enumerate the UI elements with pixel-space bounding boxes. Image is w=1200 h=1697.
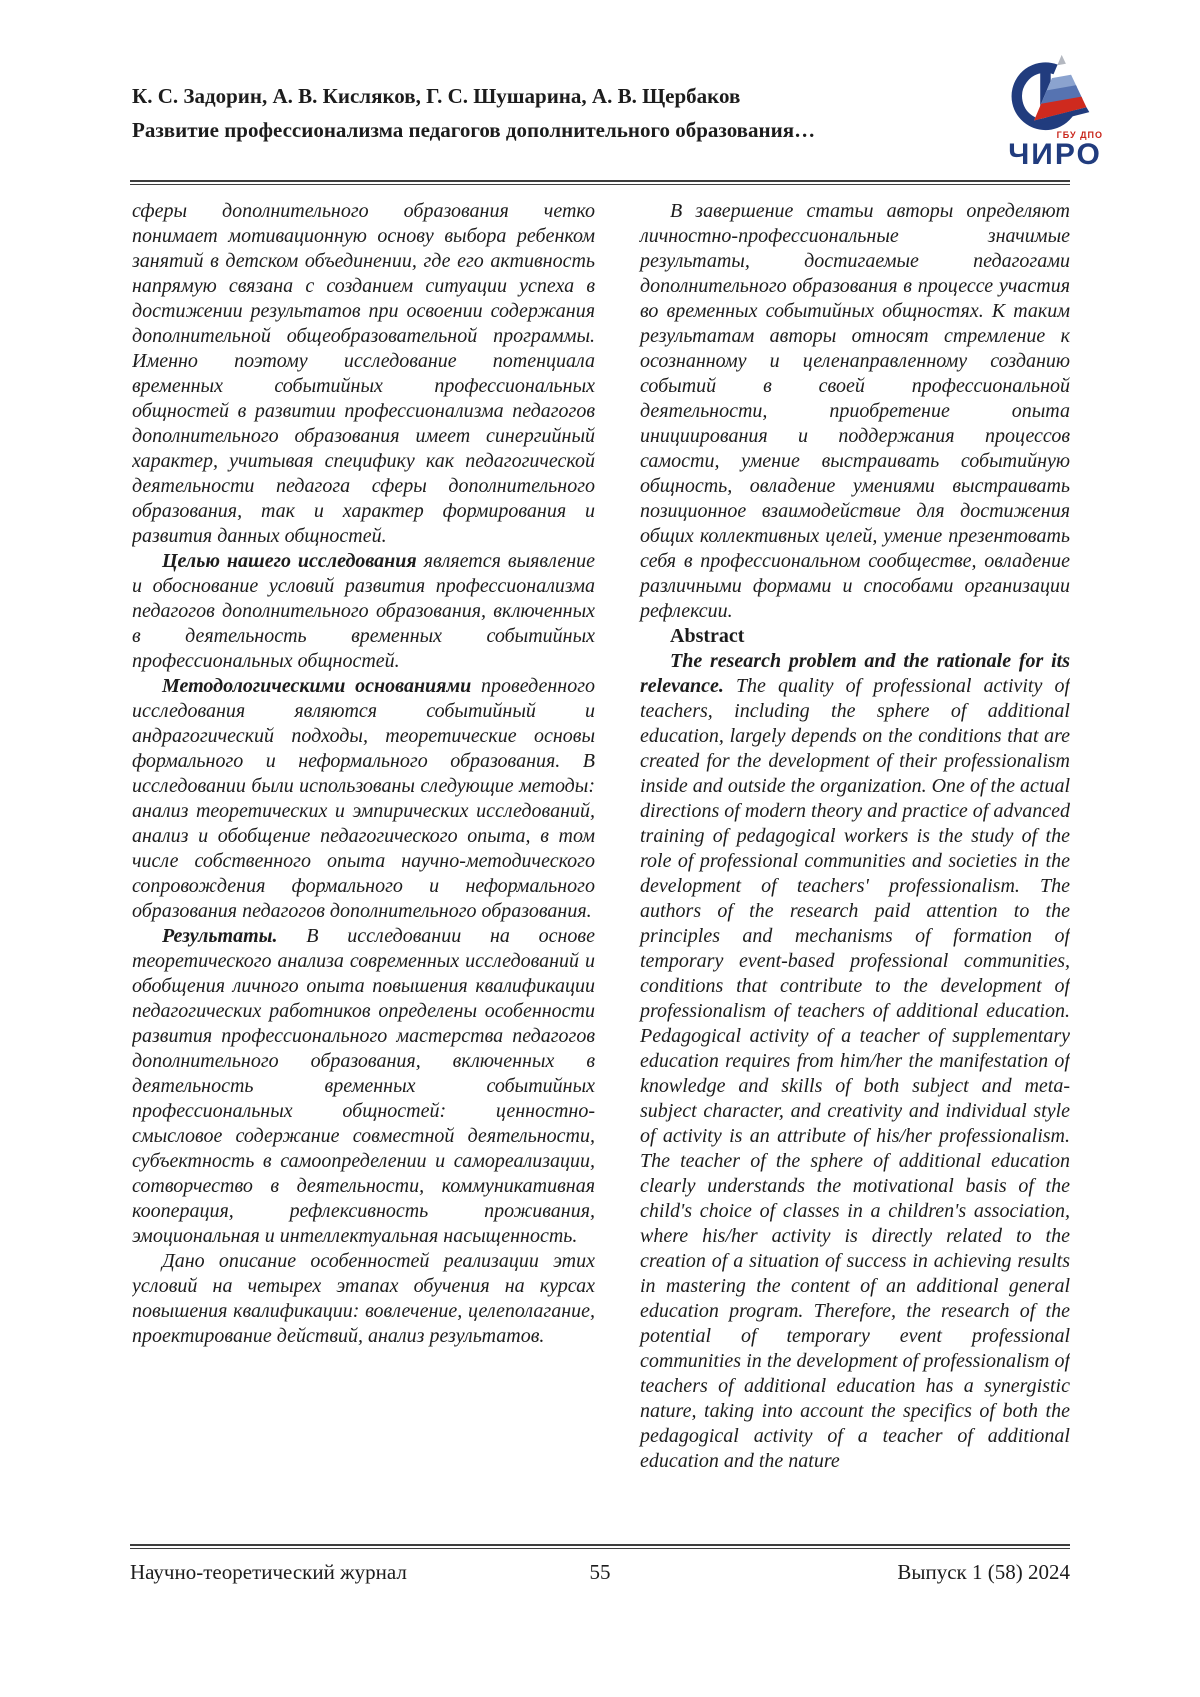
paragraph bbox=[132, 549, 595, 674]
chiro-logo-icon bbox=[1007, 52, 1103, 134]
footer-issue-label: Выпуск 1 (58) 2024 bbox=[897, 1560, 1070, 1584]
paragraph bbox=[640, 649, 1070, 1474]
text-segment: Abstract bbox=[670, 625, 745, 647]
text-segment: The research problem and the rationale for its relevance. bbox=[640, 650, 1070, 697]
text-segment: В завершение статьи авторы определяют личностно-профессиональные значимые результаты, достигаемые педагогами дополнительного образования в процессе участия во временных событийных общностях. К таким результатам авторы относят стремление к осознанному и целенаправленному созданию событий в своей профессиональной деятельности, приобретение опыта инициирования и поддержания процессов самости, умение выстраивать событийную общность, овладение умениями выстраивать позиционное взаимодействие для достижения общих коллективных целей, умение презентовать себя в профессиональном сообществе, овладение различными формами и способами организации рефлексии. bbox=[640, 200, 1070, 622]
chiro-logo bbox=[993, 52, 1117, 170]
paragraph bbox=[132, 674, 595, 924]
text-segment: проведенного исследования являются событийный и андрагогический подходы, теоретические основы формального и неформального образования. В исследовании были использованы следующие методы: анализ теоретических и эмпирических исследований, анализ и обобщение педагогического опыта, в том числе собственного опыта научно-методического сопровождения формального и неформального образования педагогов дополнительного образования. bbox=[132, 675, 595, 922]
logo-small-text: ГБУ ДПО bbox=[1056, 130, 1103, 140]
page-header bbox=[132, 84, 962, 142]
text-segment: Методологическими основаниями bbox=[162, 675, 472, 697]
text-segment: В исследовании на основе теоретического анализа современных исследований и обобщения личного опыта повышения квалификации педагогических работников определены особенности развития профессионального мастерства педагогов дополнительного образования, включенных в деятельность временных событийных профессиональных общностей: ценностно-смысловое содержание совместной деятельности, субъектность в самоопределении и самореализации, сотворчество в деятельности, коммуникативная кооперация, рефлексивность проживания, эмоциональная и интеллектуальная насыщенность. bbox=[132, 925, 595, 1247]
content-columns bbox=[132, 199, 1070, 1539]
running-title: Развитие профессионализма педагогов дополнительного образования… bbox=[132, 118, 816, 142]
left-column bbox=[132, 199, 595, 1539]
text-segment: Результаты. bbox=[162, 925, 278, 947]
footer-journal-label: Научно-теоретический журнал bbox=[130, 1560, 407, 1584]
paragraph bbox=[132, 924, 595, 1249]
page-footer bbox=[130, 1560, 1070, 1585]
header-divider bbox=[130, 180, 1070, 185]
text-segment: The quality of professional activity of teachers, including the sphere of additional education, largely depends on the conditions that are created for the development of their professionalism inside and outside the organization. One of the actual directions of modern theory and practice of advanced training of pedagogical workers is the study of the role of professional communities and societies in the development of teachers' professionalism. The authors of the research paid attention to the principles and mechanisms of formation of temporary event-based professional communities, conditions that contribute to the development of professionalism of teachers of additional education. Pedagogical activity of a teacher of supplementary education requires from him/her the manifestation of knowledge and skills of both subject and meta-subject character, and creativity and individual style of activity is an attribute of his/her professionalism. The teacher of the sphere of additional education clearly understands the motivational basis of the child's choice of classes in a children's association, where his/her activity is directly related to the creation of a situation of success in achieving results in mastering the content of an additional general education program. Therefore, the research of the potential of temporary event professional communities in the development of professionalism of teachers of additional education has a synergistic nature, taking into account the specifics of both the pedagogical activity of a teacher of additional education and the nature bbox=[640, 675, 1070, 1472]
right-column bbox=[640, 199, 1070, 1539]
logo-name: ЧИРО bbox=[1008, 138, 1102, 171]
paragraph bbox=[132, 199, 595, 549]
paragraph bbox=[640, 199, 1070, 624]
footer-page-number: 55 bbox=[589, 1560, 611, 1584]
text-segment: является выявление и обоснование условий развития профессионализма педагогов дополнительного образования, включенных в деятельность временных событийных профессиональных общностей. bbox=[132, 550, 595, 672]
authors-line: К. С. Задорин, А. В. Кисляков, Г. С. Шушарина, А. В. Щербаков bbox=[132, 84, 741, 108]
footer-divider bbox=[130, 1544, 1070, 1549]
paragraph bbox=[132, 1249, 595, 1349]
text-segment: Дано описание особенностей реализации этих условий на четырех этапах обучения на курсах повышения квалификации: вовлечение, целеполагание, проектирование действий, анализ результатов. bbox=[132, 1250, 595, 1347]
text-segment: сферы дополнительного образования четко понимает мотивационную основу выбора ребенком занятий в детском объединении, где его активность напрямую связана с созданием ситуации успеха в достижении результатов при освоении содержания дополнительной общеобразовательной программы. Именно поэтому исследование потенциала временных событийных профессиональных общностей в развитии профессионализма педагогов дополнительного образования имеет синергийный характер, учитывая специфику как педагогической деятельности педагога сферы дополнительного образования, так и характер формирования и развития данных общностей. bbox=[132, 200, 595, 547]
text-segment: Целью нашего исследования bbox=[162, 550, 417, 572]
paragraph bbox=[640, 624, 1070, 649]
